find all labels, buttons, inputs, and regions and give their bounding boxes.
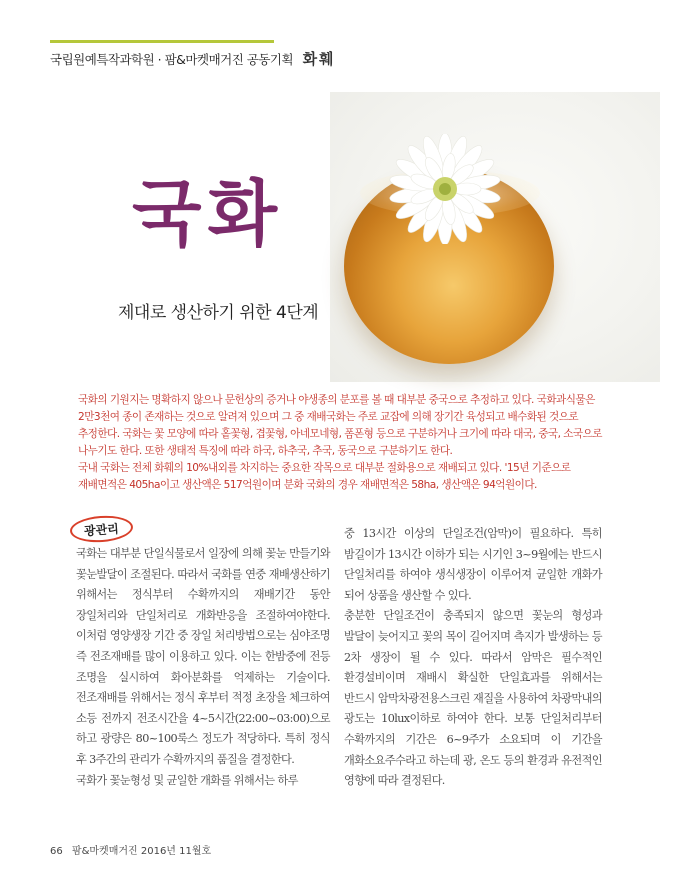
page-header [50, 48, 370, 70]
intro-paragraph: 국화의 기원지는 명확하지 않으나 문헌상의 증거나 야생종의 분포를 볼 때 대부분 중국으로 추정하고 있다. 국화과식물은 2만3천여 종이 존재하는 것으로 알려져 있으며 그 중 재배국화는 주로 교잡에 의해 장기간 육성되고 배수화된 것으로 추정한다. 국화는 꽃 모양에 따라 홑꽃형, 겹꽃형, 아네모네형, 폼폰형 등으로 구분하거나 크기에 따라 대국, 중국, 소국으로 나누기도 한다. 또한 생태적 특징에 따라 하국, 하추국, 추국, 동국으로 구분하기도 한다. [78, 394, 602, 457]
body-paragraph: 중 13시간 이상의 단일조건(암막)이 필요하다. 특히 밤길이가 13시간 이하가 되는 시기인 3~9월에는 반드시 단일처리를 하여야 생식생장이 이루어져 균일한 개화가 되어 상품을 생산할 수 있다. [344, 527, 602, 602]
article-title: 국화 [132, 171, 284, 256]
page-footer [50, 842, 211, 857]
page-number: 66 [50, 846, 63, 857]
section-heading: 광관리 [69, 514, 133, 544]
header-source: 국립원예특작과학원 · 팜&마켓매거진 공동기획 [50, 52, 294, 67]
header-category: 화훼 [302, 50, 336, 68]
body-paragraph: 국화는 대부분 단일식물로서 일장에 의해 꽃눈 만들기와 꽃눈발달이 조절된다. 따라서 국화를 연중 재배생산하기 위해서는 정식부터 수확까지의 재배기간 동안 장일처리와 단일처리로 개화반응을 조절하여야한다. 이처럼 영양생장 기간 중 장일 처리방법으로는 심야조명 즉 전조재배를 많이 이용하고 있다. 이는 한밤중에 전등 조명을 실시하여 화아분화를 억제하는 기술이다. 전조재배를 위해서는 정식 후부터 적정 초장을 체크하여 소등 전까지 전조시간을 4~5시간(22:00~03:00)으로 하고 광량은 80~100룩스 정도가 적당하다. 특히 정식 후 3주간의 관리가 수확까지의 품질을 결정한다. [76, 547, 330, 766]
body-column-left [76, 544, 330, 791]
chrysanthemum-photo [330, 92, 660, 382]
header-rule [50, 40, 274, 43]
article-subtitle: 제대로 생산하기 위한 4단계 [118, 303, 319, 323]
intro-text [78, 392, 602, 494]
body-paragraph: 충분한 단일조건이 충족되지 않으면 꽃눈의 형성과 발달이 늦어지고 꽃의 목이 길어지며 측지가 발생하는 등 2차 생장이 될 수 있다. 따라서 암막은 필수적인 환경설비이며 재배시 확실한 단일효과를 위해서는 반드시 암막차광전용스크린 재질을 사용하여 차광막내의 광도는 10lux이하로 하여야 한다. 보통 단일처리부터 수확까지의 기간은 6~9주가 소요되며 이 기간을 개화소요주수라고 하는데 광, 온도 등의 환경과 유전적인 영향에 따라 결정된다. [344, 609, 602, 788]
body-paragraph: 국화가 꽃눈형성 및 균일한 개화를 위해서는 하루 [76, 773, 298, 787]
publication-info: 팜&마켓매거진 2016년 11월호 [71, 846, 212, 857]
chrysanthemum-flower-icon [370, 134, 520, 244]
intro-paragraph: 국내 국화는 전체 화훼의 10%내외를 차지하는 중요한 작목으로 대부분 절화용으로 재배되고 있다. '15년 기준으로 재배면적은 405ha이고 생산액은 517억원이며 분화 국화의 경우 재배면적은 58ha, 생산액은 94억원이다. [78, 462, 571, 491]
body-column-right [344, 524, 602, 792]
